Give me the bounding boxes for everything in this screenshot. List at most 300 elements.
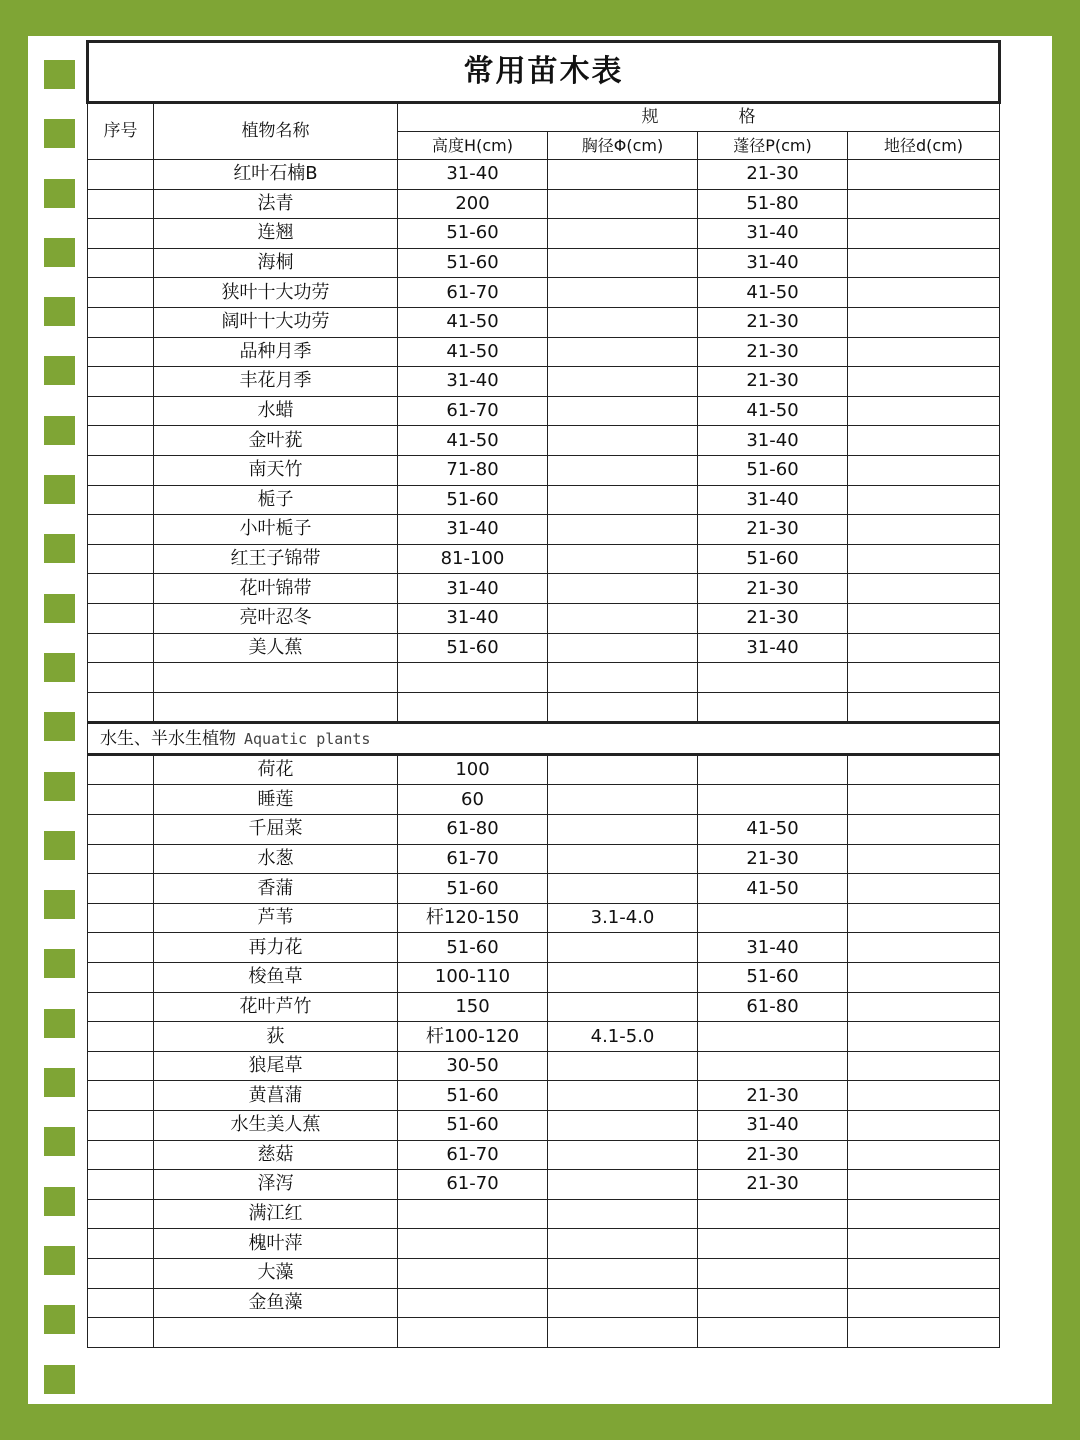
cell-crown: 41-50 xyxy=(698,396,848,426)
cell-chest xyxy=(548,1111,698,1141)
cell-ground xyxy=(848,219,1000,249)
table-title: 常用苗木表 xyxy=(88,42,1000,103)
cell-height: 31-40 xyxy=(398,160,548,190)
table-row xyxy=(88,844,1000,874)
cell-name: 花叶锦带 xyxy=(154,574,398,604)
cell-height: 51-60 xyxy=(398,933,548,963)
cell-chest xyxy=(548,844,698,874)
cell-height: 81-100 xyxy=(398,544,548,574)
decorative-square xyxy=(44,890,75,919)
header-chest: 胸径Φ(cm) xyxy=(548,132,698,160)
cell-chest: 3.1-4.0 xyxy=(548,903,698,933)
header-spec-b: 格 xyxy=(738,107,756,127)
cell-chest xyxy=(548,396,698,426)
cell-height: 杆100-120 xyxy=(398,1022,548,1052)
cell-no xyxy=(88,1081,154,1111)
cell-chest xyxy=(548,874,698,904)
cell-crown: 61-80 xyxy=(698,992,848,1022)
cell-no xyxy=(88,367,154,397)
cell-height: 150 xyxy=(398,992,548,1022)
cell-chest xyxy=(548,426,698,456)
cell-height: 61-70 xyxy=(398,1170,548,1200)
table-row xyxy=(88,1288,1000,1318)
cell-height: 61-70 xyxy=(398,1140,548,1170)
cell-no xyxy=(88,574,154,604)
cell-crown xyxy=(698,754,848,785)
cell-name xyxy=(154,692,398,723)
cell-no xyxy=(88,544,154,574)
cell-crown: 21-30 xyxy=(698,337,848,367)
table-row xyxy=(88,992,1000,1022)
table-row xyxy=(88,1258,1000,1288)
cell-crown xyxy=(698,663,848,693)
cell-ground xyxy=(848,1022,1000,1052)
table-row xyxy=(88,1318,1000,1348)
decorative-square xyxy=(44,1305,75,1334)
cell-name: 黄菖蒲 xyxy=(154,1081,398,1111)
cell-chest xyxy=(548,248,698,278)
cell-crown xyxy=(698,1229,848,1259)
cell-height: 51-60 xyxy=(398,633,548,663)
cell-no xyxy=(88,1051,154,1081)
cell-crown: 31-40 xyxy=(698,426,848,456)
cell-height: 41-50 xyxy=(398,307,548,337)
cell-no xyxy=(88,1170,154,1200)
cell-no xyxy=(88,933,154,963)
cell-crown: 31-40 xyxy=(698,633,848,663)
section-label-en: Aquatic plants xyxy=(244,729,371,748)
cell-crown: 21-30 xyxy=(698,1170,848,1200)
cell-height xyxy=(398,1199,548,1229)
header-no: 序号 xyxy=(88,103,154,160)
cell-chest xyxy=(548,515,698,545)
cell-chest xyxy=(548,1199,698,1229)
cell-chest xyxy=(548,754,698,785)
cell-height: 30-50 xyxy=(398,1051,548,1081)
decorative-square xyxy=(44,475,75,504)
cell-chest xyxy=(548,933,698,963)
cell-ground xyxy=(848,160,1000,190)
table-row xyxy=(88,874,1000,904)
cell-ground xyxy=(848,1318,1000,1348)
cell-no xyxy=(88,1229,154,1259)
cell-height: 61-70 xyxy=(398,278,548,308)
cell-ground xyxy=(848,1051,1000,1081)
cell-ground xyxy=(848,933,1000,963)
cell-ground xyxy=(848,515,1000,545)
cell-chest xyxy=(548,1170,698,1200)
cell-ground xyxy=(848,337,1000,367)
cell-no xyxy=(88,1140,154,1170)
cell-name: 香蒲 xyxy=(154,874,398,904)
cell-name: 慈菇 xyxy=(154,1140,398,1170)
decorative-square xyxy=(44,179,75,208)
decorative-square xyxy=(44,356,75,385)
table-row xyxy=(88,754,1000,785)
cell-name: 大藻 xyxy=(154,1258,398,1288)
table-row xyxy=(88,1199,1000,1229)
cell-no xyxy=(88,663,154,693)
cell-ground xyxy=(848,633,1000,663)
cell-height: 41-50 xyxy=(398,337,548,367)
cell-chest xyxy=(548,633,698,663)
cell-crown: 51-60 xyxy=(698,455,848,485)
cell-height xyxy=(398,663,548,693)
cell-crown: 51-60 xyxy=(698,544,848,574)
cell-name: 槐叶萍 xyxy=(154,1229,398,1259)
cell-height: 51-60 xyxy=(398,1111,548,1141)
cell-name: 美人蕉 xyxy=(154,633,398,663)
table-row xyxy=(88,1081,1000,1111)
table-row xyxy=(88,1170,1000,1200)
cell-no xyxy=(88,189,154,219)
cell-crown xyxy=(698,1051,848,1081)
cell-height: 31-40 xyxy=(398,515,548,545)
cell-height: 200 xyxy=(398,189,548,219)
cell-no xyxy=(88,692,154,723)
cell-crown xyxy=(698,1288,848,1318)
cell-crown: 31-40 xyxy=(698,219,848,249)
cell-crown xyxy=(698,785,848,815)
cell-ground xyxy=(848,455,1000,485)
cell-crown xyxy=(698,1258,848,1288)
cell-crown: 31-40 xyxy=(698,485,848,515)
header-name: 植物名称 xyxy=(154,103,398,160)
cell-crown: 41-50 xyxy=(698,278,848,308)
cell-ground xyxy=(848,815,1000,845)
cell-height: 51-60 xyxy=(398,248,548,278)
cell-chest xyxy=(548,455,698,485)
cell-name: 狼尾草 xyxy=(154,1051,398,1081)
cell-name: 红王子锦带 xyxy=(154,544,398,574)
cell-chest xyxy=(548,278,698,308)
cell-no xyxy=(88,455,154,485)
decorative-square xyxy=(44,653,75,682)
table-row xyxy=(88,1111,1000,1141)
cell-name: 品种月季 xyxy=(154,337,398,367)
plant-table xyxy=(86,40,1001,1348)
decorative-square xyxy=(44,1246,75,1275)
cell-height: 61-80 xyxy=(398,815,548,845)
cell-chest xyxy=(548,1229,698,1259)
cell-height: 51-60 xyxy=(398,219,548,249)
table-row xyxy=(88,455,1000,485)
cell-height xyxy=(398,1229,548,1259)
cell-chest xyxy=(548,337,698,367)
cell-ground xyxy=(848,1229,1000,1259)
cell-name: 栀子 xyxy=(154,485,398,515)
cell-chest xyxy=(548,219,698,249)
cell-no xyxy=(88,603,154,633)
decorative-square xyxy=(44,594,75,623)
cell-height xyxy=(398,1288,548,1318)
cell-height: 71-80 xyxy=(398,455,548,485)
section-row xyxy=(88,723,1000,755)
table-row xyxy=(88,692,1000,723)
cell-crown xyxy=(698,1022,848,1052)
cell-chest xyxy=(548,1288,698,1318)
cell-no xyxy=(88,815,154,845)
cell-no xyxy=(88,633,154,663)
table-row xyxy=(88,160,1000,190)
cell-chest xyxy=(548,189,698,219)
cell-crown: 21-30 xyxy=(698,367,848,397)
cell-ground xyxy=(848,278,1000,308)
cell-height: 60 xyxy=(398,785,548,815)
cell-height: 51-60 xyxy=(398,874,548,904)
cell-height: 31-40 xyxy=(398,574,548,604)
section-header xyxy=(88,723,1000,755)
cell-ground xyxy=(848,1170,1000,1200)
cell-ground xyxy=(848,307,1000,337)
cell-name: 水蜡 xyxy=(154,396,398,426)
cell-crown: 31-40 xyxy=(698,933,848,963)
table-row xyxy=(88,367,1000,397)
cell-chest xyxy=(548,1051,698,1081)
table-row xyxy=(88,396,1000,426)
table-row xyxy=(88,633,1000,663)
cell-chest xyxy=(548,785,698,815)
cell-crown xyxy=(698,903,848,933)
cell-height: 100-110 xyxy=(398,963,548,993)
cell-crown: 41-50 xyxy=(698,874,848,904)
cell-height: 61-70 xyxy=(398,844,548,874)
cell-ground xyxy=(848,1111,1000,1141)
cell-no xyxy=(88,1288,154,1318)
cell-height: 100 xyxy=(398,754,548,785)
table-row xyxy=(88,278,1000,308)
cell-ground xyxy=(848,844,1000,874)
table-row xyxy=(88,307,1000,337)
cell-name: 海桐 xyxy=(154,248,398,278)
decorative-square xyxy=(44,297,75,326)
cell-ground xyxy=(848,367,1000,397)
cell-crown: 31-40 xyxy=(698,248,848,278)
cell-name xyxy=(154,1318,398,1348)
table-row xyxy=(88,337,1000,367)
decorative-square xyxy=(44,416,75,445)
cell-no xyxy=(88,515,154,545)
decorative-square xyxy=(44,772,75,801)
cell-chest xyxy=(548,160,698,190)
cell-crown xyxy=(698,1199,848,1229)
cell-ground xyxy=(848,692,1000,723)
cell-ground xyxy=(848,485,1000,515)
cell-chest xyxy=(548,815,698,845)
cell-crown xyxy=(698,692,848,723)
cell-name: 丰花月季 xyxy=(154,367,398,397)
cell-ground xyxy=(848,1258,1000,1288)
cell-chest xyxy=(548,485,698,515)
table-row xyxy=(88,1140,1000,1170)
cell-name: 水生美人蕉 xyxy=(154,1111,398,1141)
cell-name: 红叶石楠B xyxy=(154,160,398,190)
decorative-square xyxy=(44,712,75,741)
cell-ground xyxy=(848,992,1000,1022)
cell-no xyxy=(88,426,154,456)
table-row xyxy=(88,785,1000,815)
cell-name: 南天竹 xyxy=(154,455,398,485)
cell-name: 连翘 xyxy=(154,219,398,249)
cell-no xyxy=(88,754,154,785)
cell-ground xyxy=(848,1288,1000,1318)
decorative-square xyxy=(44,831,75,860)
header-height: 高度H(cm) xyxy=(398,132,548,160)
cell-no xyxy=(88,903,154,933)
cell-crown: 21-30 xyxy=(698,515,848,545)
cell-ground xyxy=(848,874,1000,904)
cell-no xyxy=(88,307,154,337)
cell-no xyxy=(88,1199,154,1229)
cell-no xyxy=(88,248,154,278)
cell-ground xyxy=(848,963,1000,993)
table-row xyxy=(88,1229,1000,1259)
cell-crown: 51-80 xyxy=(698,189,848,219)
table-row xyxy=(88,963,1000,993)
cell-ground xyxy=(848,1199,1000,1229)
cell-crown: 21-30 xyxy=(698,307,848,337)
table-row xyxy=(88,1051,1000,1081)
section-label-cn: 水生、半水生植物 xyxy=(100,728,236,749)
cell-name xyxy=(154,663,398,693)
cell-name: 泽泻 xyxy=(154,1170,398,1200)
decorative-square xyxy=(44,1127,75,1156)
table-row xyxy=(88,515,1000,545)
cell-chest xyxy=(548,663,698,693)
table-row xyxy=(88,903,1000,933)
cell-no xyxy=(88,1022,154,1052)
cell-ground xyxy=(848,248,1000,278)
cell-height: 51-60 xyxy=(398,485,548,515)
table-row xyxy=(88,1022,1000,1052)
cell-crown: 21-30 xyxy=(698,844,848,874)
cell-name: 芦苇 xyxy=(154,903,398,933)
cell-no xyxy=(88,278,154,308)
cell-ground xyxy=(848,574,1000,604)
cell-name: 狭叶十大功劳 xyxy=(154,278,398,308)
cell-ground xyxy=(848,903,1000,933)
cell-name: 荷花 xyxy=(154,754,398,785)
cell-height xyxy=(398,692,548,723)
cell-no xyxy=(88,1111,154,1141)
cell-name: 金叶莸 xyxy=(154,426,398,456)
cell-chest xyxy=(548,307,698,337)
decorative-square xyxy=(44,119,75,148)
cell-no xyxy=(88,1258,154,1288)
cell-ground xyxy=(848,544,1000,574)
cell-name: 荻 xyxy=(154,1022,398,1052)
decorative-square-strip xyxy=(44,60,76,1424)
cell-height xyxy=(398,1258,548,1288)
cell-ground xyxy=(848,663,1000,693)
table-row xyxy=(88,189,1000,219)
table-row xyxy=(88,248,1000,278)
decorative-square xyxy=(44,1009,75,1038)
cell-no xyxy=(88,785,154,815)
cell-ground xyxy=(848,785,1000,815)
cell-name: 水葱 xyxy=(154,844,398,874)
header-crown: 蓬径P(cm) xyxy=(698,132,848,160)
cell-name: 阔叶十大功劳 xyxy=(154,307,398,337)
table-row xyxy=(88,544,1000,574)
cell-ground xyxy=(848,603,1000,633)
cell-no xyxy=(88,1318,154,1348)
cell-name: 再力花 xyxy=(154,933,398,963)
cell-no xyxy=(88,337,154,367)
cell-crown: 21-30 xyxy=(698,160,848,190)
cell-height: 51-60 xyxy=(398,1081,548,1111)
cell-crown: 21-30 xyxy=(698,1081,848,1111)
cell-chest xyxy=(548,544,698,574)
cell-height: 41-50 xyxy=(398,426,548,456)
cell-name: 睡莲 xyxy=(154,785,398,815)
decorative-square xyxy=(44,1068,75,1097)
cell-chest xyxy=(548,1140,698,1170)
cell-name: 亮叶忍冬 xyxy=(154,603,398,633)
cell-height: 61-70 xyxy=(398,396,548,426)
decorative-square xyxy=(44,238,75,267)
cell-no xyxy=(88,219,154,249)
decorative-square xyxy=(44,949,75,978)
table-row xyxy=(88,426,1000,456)
cell-chest: 4.1-5.0 xyxy=(548,1022,698,1052)
cell-name: 小叶栀子 xyxy=(154,515,398,545)
cell-no xyxy=(88,396,154,426)
cell-name: 法青 xyxy=(154,189,398,219)
cell-chest xyxy=(548,367,698,397)
decorative-square xyxy=(44,60,75,89)
cell-crown: 21-30 xyxy=(698,1140,848,1170)
cell-crown: 51-60 xyxy=(698,963,848,993)
cell-no xyxy=(88,874,154,904)
cell-ground xyxy=(848,754,1000,785)
cell-name: 花叶芦竹 xyxy=(154,992,398,1022)
header-row-1 xyxy=(88,103,1000,132)
table-row xyxy=(88,933,1000,963)
cell-ground xyxy=(848,426,1000,456)
cell-no xyxy=(88,963,154,993)
cell-height: 31-40 xyxy=(398,603,548,633)
cell-name: 满江红 xyxy=(154,1199,398,1229)
cell-chest xyxy=(548,1081,698,1111)
table-row xyxy=(88,815,1000,845)
cell-chest xyxy=(548,603,698,633)
cell-crown: 31-40 xyxy=(698,1111,848,1141)
decorative-square xyxy=(44,534,75,563)
cell-ground xyxy=(848,1081,1000,1111)
table-row xyxy=(88,574,1000,604)
cell-chest xyxy=(548,1318,698,1348)
table-row xyxy=(88,663,1000,693)
cell-ground xyxy=(848,396,1000,426)
cell-chest xyxy=(548,692,698,723)
cell-chest xyxy=(548,992,698,1022)
cell-no xyxy=(88,992,154,1022)
cell-chest xyxy=(548,574,698,604)
cell-height xyxy=(398,1318,548,1348)
table-row xyxy=(88,485,1000,515)
cell-height: 31-40 xyxy=(398,367,548,397)
cell-ground xyxy=(848,189,1000,219)
cell-height: 杆120-150 xyxy=(398,903,548,933)
title-row xyxy=(88,42,1000,103)
header-spec-a: 规 xyxy=(641,107,659,127)
table-row xyxy=(88,219,1000,249)
cell-crown xyxy=(698,1318,848,1348)
cell-ground xyxy=(848,1140,1000,1170)
table-row xyxy=(88,603,1000,633)
cell-name: 千屈菜 xyxy=(154,815,398,845)
